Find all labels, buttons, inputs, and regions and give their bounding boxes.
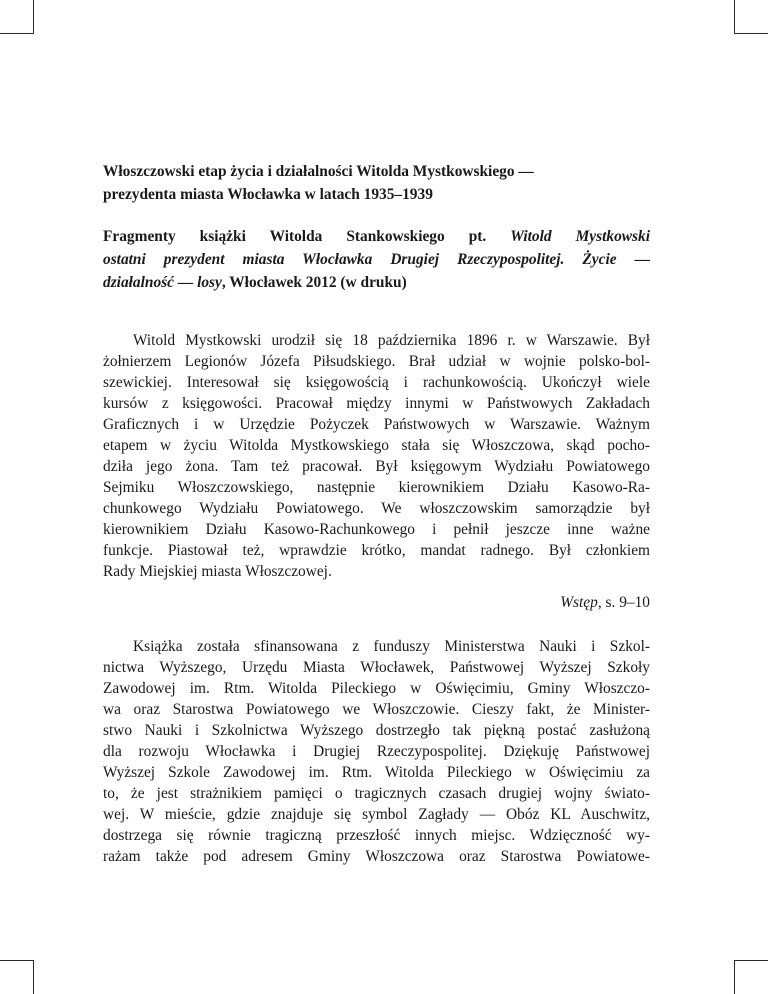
- crop-mark: [0, 33, 34, 34]
- text-line: szewickiej. Interesował się księgowością i rachunkowością. Ukończył wiele: [103, 374, 650, 391]
- subtitle-line: Fragmenty książki Witolda Stankowskiego pt. Witold Mystkowski: [103, 228, 650, 245]
- text-line: dziła jego żona. Tam też pracował. Był księgowym Wydziału Powiatowego: [103, 458, 650, 475]
- crop-mark: [0, 960, 34, 961]
- text-line: stwo Nauki i Szkolnictwa Wyższego dostrzegło tak piękną postać zasłużoną: [103, 722, 650, 739]
- text-line: Wyższej Szkole Zawodowej im. Rtm. Witolda Pileckiego w Oświęcimiu za: [103, 764, 650, 781]
- subtitle-line: działalność — losy, Włocławek 2012 (w druku): [103, 274, 407, 291]
- text-line: Książka została sfinansowana z funduszy Ministerstwa Nauki i Szkol-: [133, 638, 650, 655]
- text-line: to, że jest strażnikiem pamięci o tragicznych czasach drugiej wojny świato-: [103, 785, 650, 802]
- crop-mark: [33, 0, 34, 34]
- subtitle-line: ostatni prezydent miasta Włocławka Drugiej Rzeczypospolitej. Życie —: [103, 251, 650, 268]
- text-line: wej. W mieście, gdzie znajduje się symbol Zagłady — Obóz KL Auschwitz,: [103, 806, 650, 823]
- crop-mark: [734, 33, 768, 34]
- title-line: Włoszczowski etap życia i działalności Witolda Mystkowskiego —: [103, 163, 534, 180]
- text-line: Graficznych i w Urzędzie Pożyczek Państwowych w Warszawie. Ważnym: [103, 416, 650, 433]
- text-line: wa oraz Starostwa Powiatowego we Włoszczowie. Cieszy fakt, że Minister-: [103, 701, 650, 718]
- text-line: kursów z księgowości. Pracował między innymi w Państwowych Zakładach: [103, 395, 650, 412]
- text-line: nictwa Wyższego, Urzędu Miasta Włocławek, Państwowej Wyższej Szkoły: [103, 659, 650, 676]
- text-line: rażam także pod adresem Gminy Włoszczowa oraz Starostwa Powiatowe-: [103, 848, 650, 865]
- text-line: dla rozwoju Włocławka i Drugiej Rzeczypospolitej. Dziękuję Państwowej: [103, 743, 650, 760]
- title-line: prezydenta miasta Włocławka w latach 1935–1939: [103, 186, 433, 203]
- chapter-subtitle: [103, 225, 650, 294]
- text-line: żołnierzem Legionów Józefa Piłsudskiego. Brał udział w wojnie polsko-bol-: [103, 353, 650, 370]
- crop-mark: [734, 0, 735, 34]
- text-line: Rady Miejskiej miasta Włoszczowej.: [103, 563, 332, 580]
- text-line: Zawodowej im. Rtm. Witolda Pileckiego w Oświęcimiu, Gminy Włoszczo-: [103, 680, 650, 697]
- text-line: Witold Mystkowski urodził się 18 października 1896 r. w Warszawie. Był: [133, 332, 650, 349]
- text-line: kierownikiem Działu Kasowo-Rachunkowego i pełnił jeszcze inne ważne: [103, 521, 650, 538]
- body-paragraph: [103, 330, 650, 582]
- crop-mark: [734, 960, 735, 994]
- chapter-title: [103, 160, 650, 206]
- source-citation: Wstęp, s. 9–10: [560, 594, 650, 611]
- crop-mark: [734, 960, 768, 961]
- crop-mark: [33, 960, 34, 994]
- text-line: Sejmiku Włoszczowskiego, następnie kierownikiem Działu Kasowo-Ra-: [103, 479, 650, 496]
- text-line: funkcje. Piastował też, wprawdzie krótko, mandat radnego. Był członkiem: [103, 542, 650, 559]
- body-paragraph: [103, 636, 650, 867]
- text-line: chunkowego Wydziału Powiatowego. We włoszczowskim samorządzie był: [103, 500, 650, 517]
- text-line: etapem w życiu Witolda Mystkowskiego stała się Włoszczowa, skąd pocho-: [103, 437, 650, 454]
- text-line: dostrzega się równie tragiczną przeszłość innych miejsc. Wdzięczność wy-: [103, 827, 650, 844]
